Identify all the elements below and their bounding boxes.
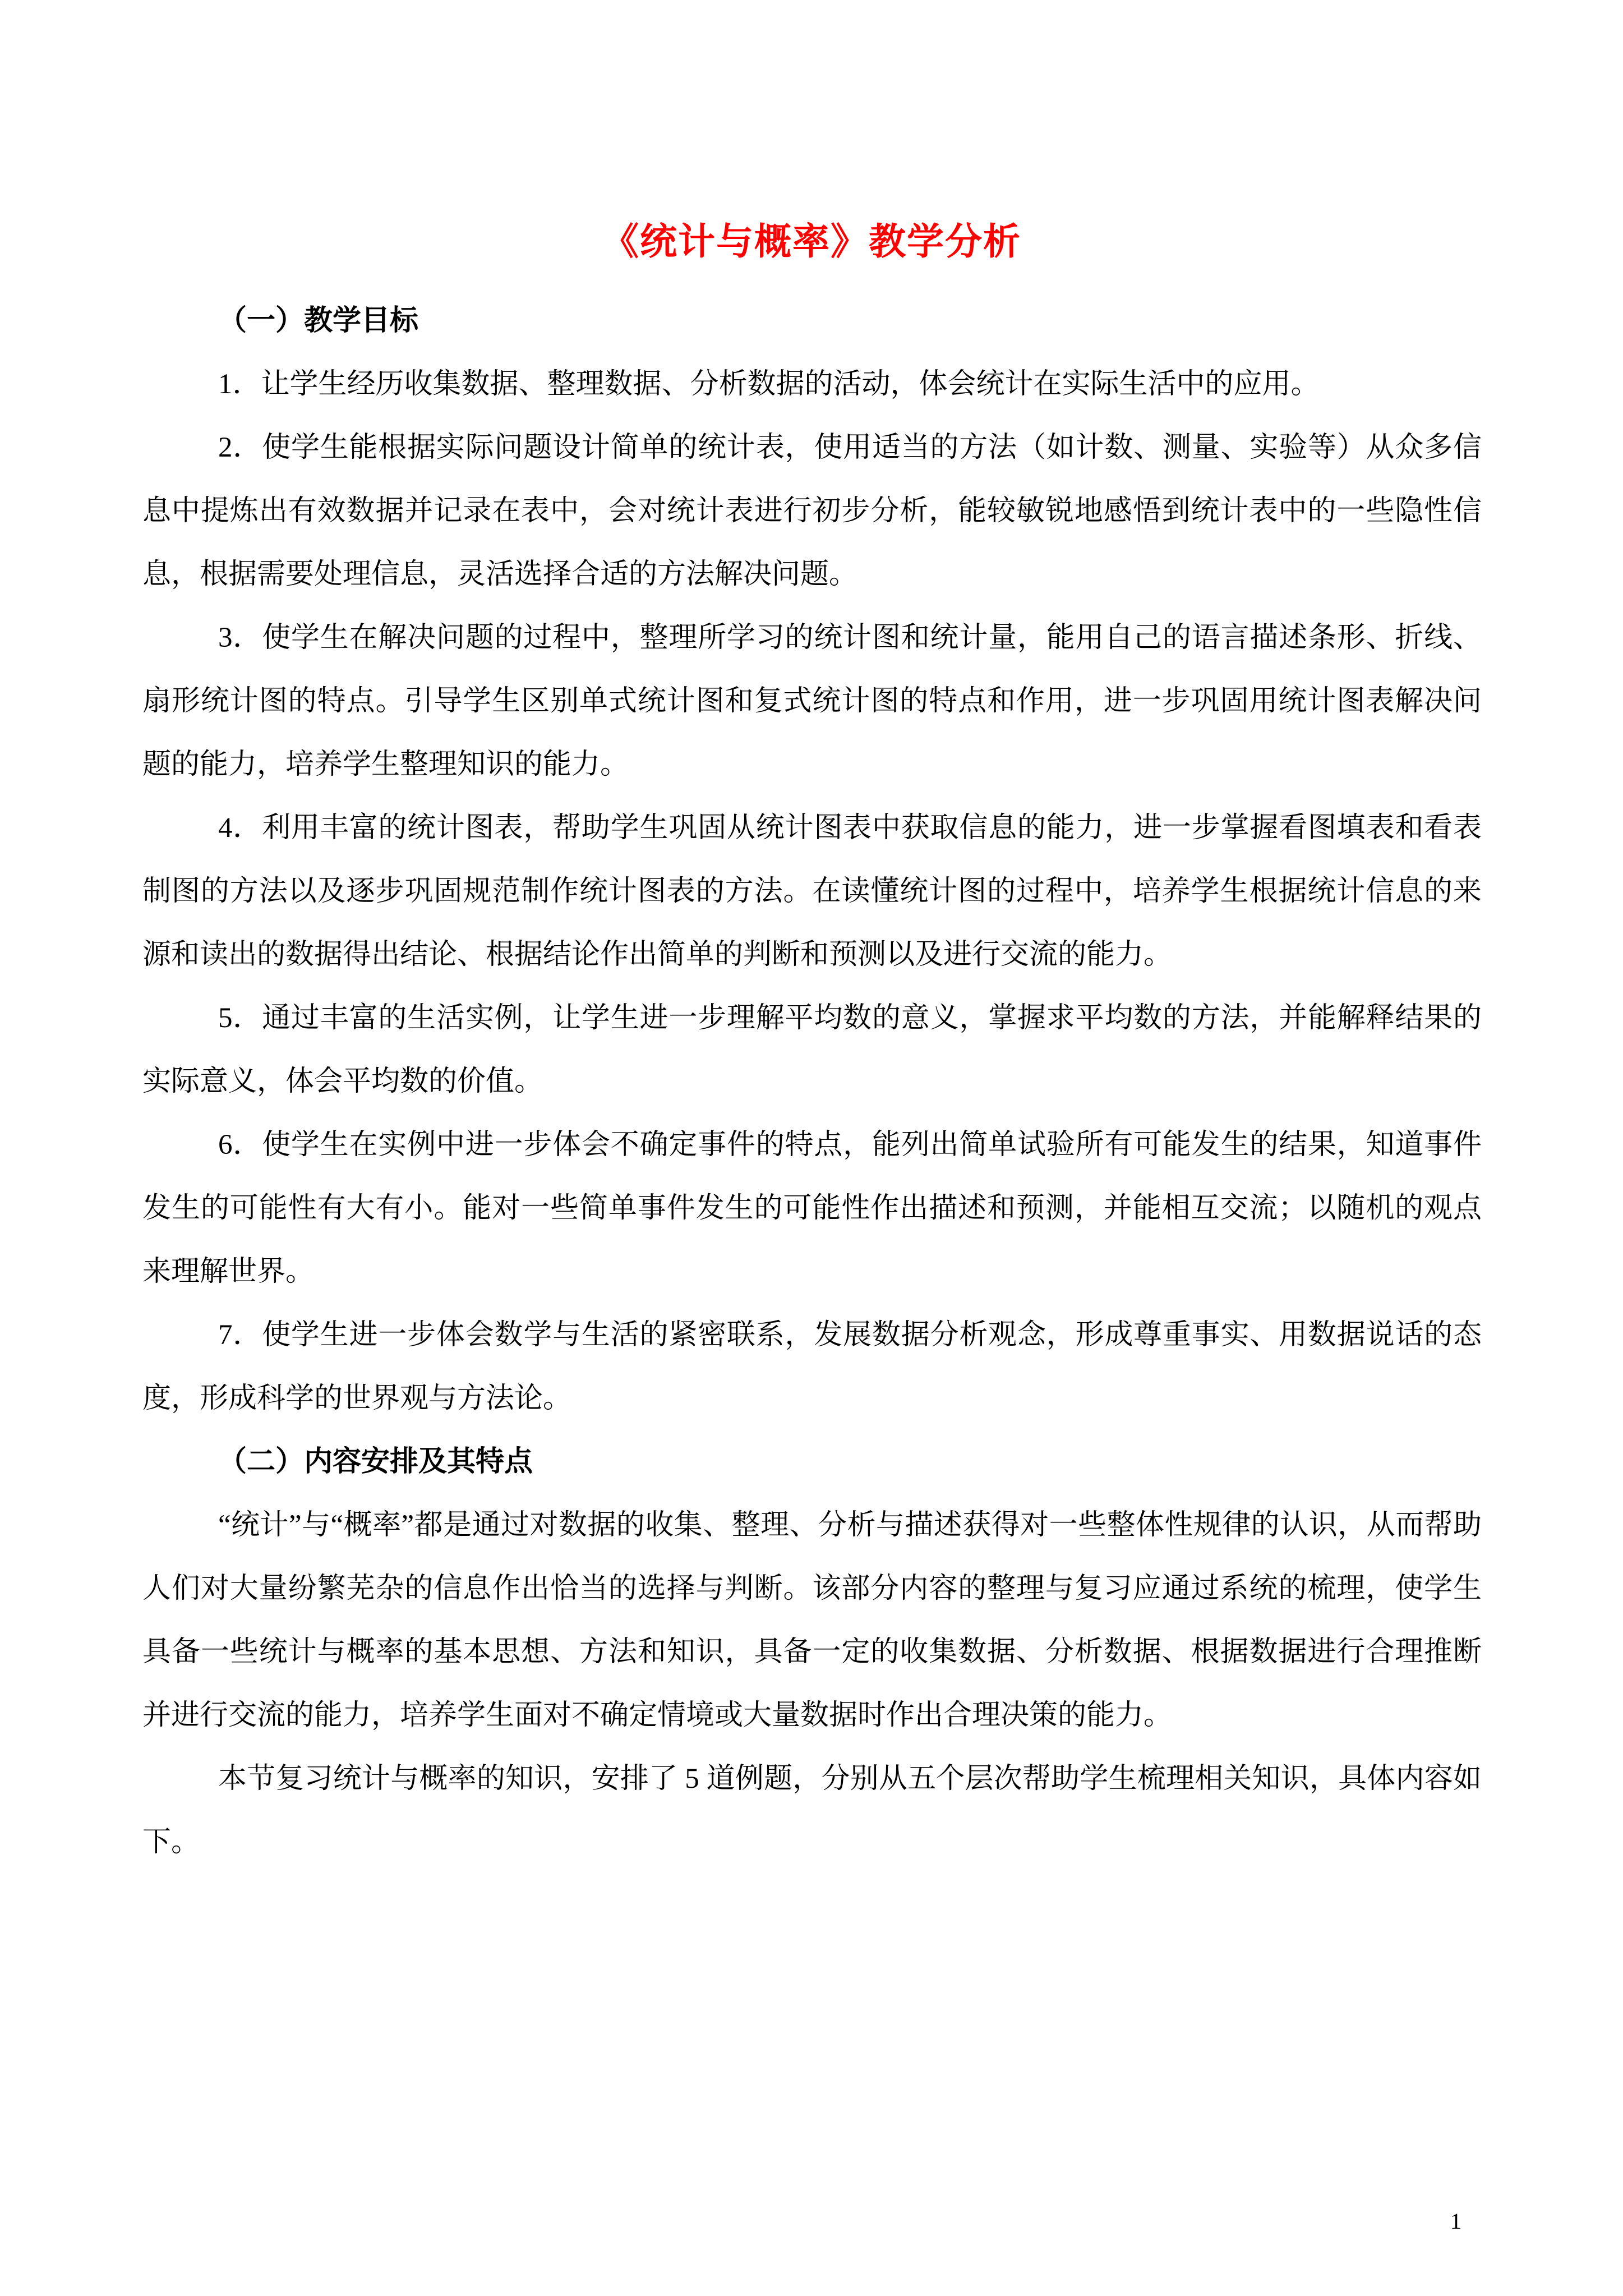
section-heading-teaching-objectives: （一）教学目标 (218, 305, 419, 337)
paragraph-objective-1: 1．让学生经历收集数据、整理数据、分析数据的活动，体会统计在实际生活中的应用。 (218, 369, 1320, 400)
page-number: 1 (1450, 2208, 1461, 2234)
section-heading-content-arrangement: （二）内容安排及其特点 (218, 1446, 533, 1478)
page-title: 《统计与概率》教学分析 (602, 222, 1021, 263)
paragraph-content-overview: “统计”与“概率”都是通过对数据的收集、整理、分析与描述获得对一些整体性规律的认识，从而帮助人们对大量纷繁芜杂的信息作出恰当的选择与判断。该部分内容的整理与复习应通过系统的梳理，使学生具备一些统计与概率的基本思想、方法和知识，具备一定的收集数据、分析数据、根据数据进行合理推断并进行交流的能力，培养学生面对不确定情境或大量数据时作出合理决策的能力。 (142, 1510, 1482, 1731)
paragraph-objective-4: 4．利用丰富的统计图表，帮助学生巩固从统计图表中获取信息的能力，进一步掌握看图填表和看表制图的方法以及逐步巩固规范制作统计图表的方法。在读懂统计图的过程中，培养学生根据统计信息的来源和读出的数据得出结论、根据结论作出简单的判断和预测以及进行交流的能力。 (142, 812, 1482, 970)
paragraph-objective-2: 2．使学生能根据实际问题设计简单的统计表，使用适当的方法（如计数、测量、实验等）从众多信息中提炼出有效数据并记录在表中，会对统计表进行初步分析，能较敏锐地感悟到统计表中的一些隐性信息，根据需要处理信息，灵活选择合适的方法解决问题。 (142, 432, 1482, 590)
paragraph-objective-6: 6．使学生在实例中进一步体会不确定事件的特点，能列出简单试验所有可能发生的结果，知道事件发生的可能性有大有小。能对一些简单事件发生的可能性作出描述和预测，并能相互交流；以随机的观点来理解世界。 (142, 1129, 1482, 1287)
paragraph-objective-3: 3．使学生在解决问题的过程中，整理所学习的统计图和统计量，能用自己的语言描述条形、折线、扇形统计图的特点。引导学生区别单式统计图和复式统计图的特点和作用，进一步巩固用统计图表解决问题的能力，培养学生整理知识的能力。 (142, 622, 1482, 780)
paragraph-content-examples: 本节复习统计与概率的知识，安排了 5 道例题，分别从五个层次帮助学生梳理相关知识，具体内容如下。 (142, 1763, 1482, 1858)
paragraph-objective-7: 7．使学生进一步体会数学与生活的紧密联系，发展数据分析观念，形成尊重事实、用数据说话的态度，形成科学的世界观与方法论。 (142, 1319, 1482, 1414)
document-body (142, 289, 1482, 1874)
paragraph-objective-5: 5．通过丰富的生活实例，让学生进一步理解平均数的意义，掌握求平均数的方法，并能解释结果的实际意义，体会平均数的价值。 (142, 1002, 1482, 1097)
